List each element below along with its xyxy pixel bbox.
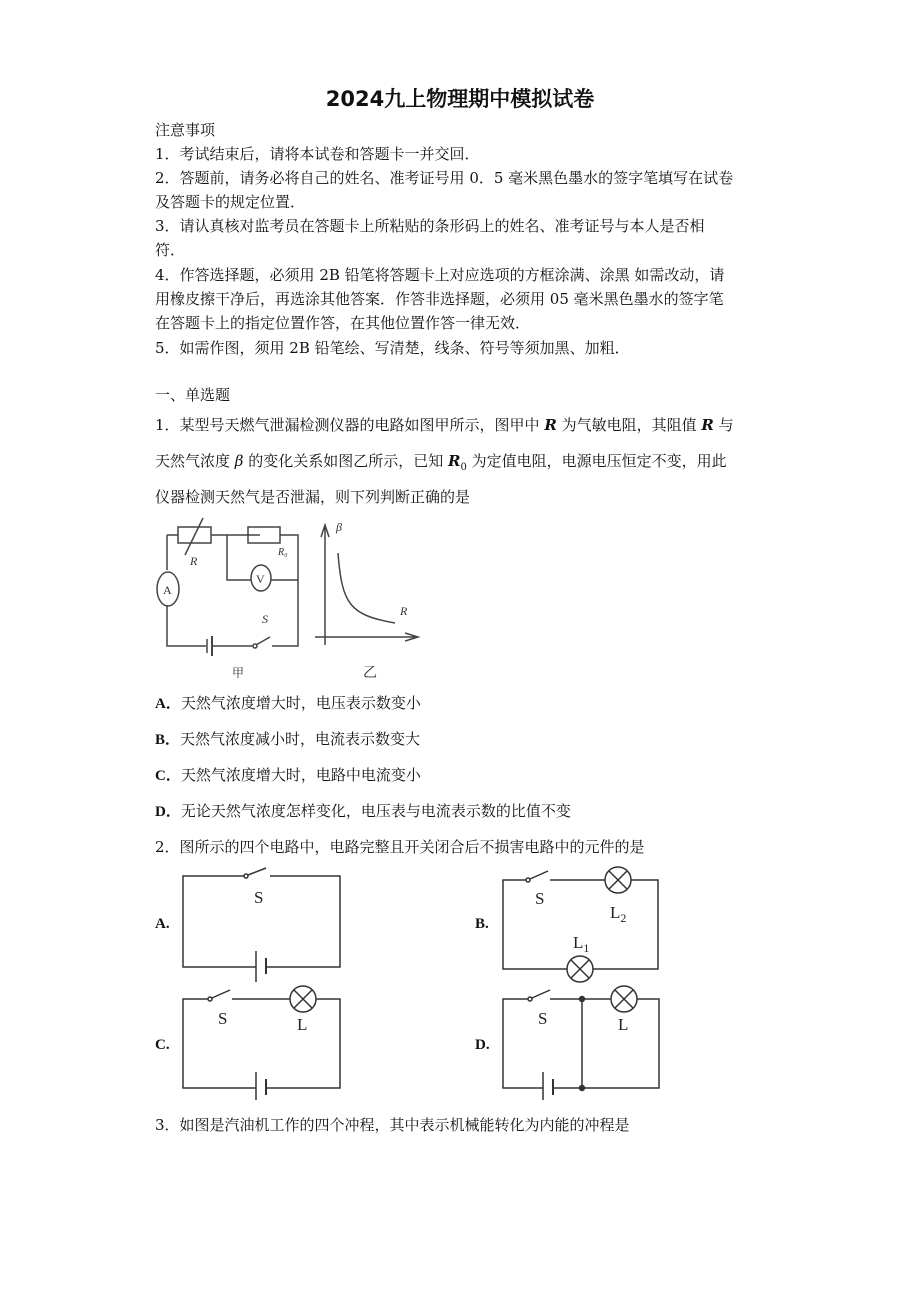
beta-axis-label: β [336, 520, 342, 534]
q2-option-b-label: B. [475, 916, 489, 932]
q1-figure [150, 515, 440, 685]
notice-heading: 注意事项 [155, 121, 216, 139]
notice-line: 5．如需作图，须用 2B 铅笔绘、写清楚，线条、符号等须加黑、加粗． [155, 339, 630, 357]
q1-stem-line1: 1．某型号天燃气泄漏检测仪器的电路如图甲所示，图甲中 R 为气敏电阻，其阻值 R 与 [155, 416, 734, 434]
q2-option-a-label: A. [155, 916, 170, 932]
lamp-l-label: L [297, 1015, 308, 1034]
switch-s-label: S [535, 889, 545, 908]
switch-label: S [262, 612, 268, 626]
resistor-r-label: R [190, 554, 198, 568]
ammeter-label: A [163, 583, 172, 597]
q2-option-d-label: D. [475, 1037, 490, 1053]
lamp-l1-label: $L_1$ [573, 933, 590, 955]
notice-line: 4．作答选择题，必须用 2B 铅笔将答题卡上对应选项的方框涂满、涂黑 如需改动，请 [155, 266, 725, 284]
q2-circuits [150, 860, 670, 1100]
notice-line: 1．考试结束后，请将本试卷和答题卡一并交回． [155, 145, 480, 163]
notice-line: 符． [155, 241, 186, 259]
resistor-r0-label: R₀ [278, 547, 288, 558]
q3-stem: 3．如图是汽油机工作的四个冲程，其中表示机械能转化为内能的冲程是 [155, 1116, 630, 1134]
notice-line: 3．请认真核对监考员在答题卡上所粘贴的条形码上的姓名、准考证号与本人是否相 [155, 217, 705, 235]
switch-s-label: S [218, 1009, 228, 1028]
q2-stem: 2．图所示的四个电路中，电路完整且开关闭合后不损害电路中的元件的是 [155, 838, 645, 856]
notice-line: 在答题卡上的指定位置作答，在其他位置作答一律无效． [155, 314, 531, 332]
q1-option-c: C．天然气浓度增大时，电路中电流变小 [155, 766, 421, 784]
lamp-l-label: L [618, 1015, 629, 1034]
q1-stem-line2: 天然气浓度 β 的变化关系如图乙所示，已知 $R_0$ 为定值电阻，电源电压恒定不变，用此 [155, 452, 727, 473]
voltmeter-label: V [256, 572, 265, 586]
fig-yi-label: 乙 [363, 666, 377, 681]
q1-option-a: A．天然气浓度增大时，电压表示数变小 [155, 694, 421, 712]
q1-option-b: B．天然气浓度减小时，电流表示数变大 [155, 730, 421, 748]
notice-line: 用橡皮擦干净后，再选涂其他答案．作答非选择题，必须用 05 毫米黑色墨水的签字笔 [155, 290, 724, 308]
q1-option-d: D．无论天然气浓度怎样变化，电压表与电流表示数的比值不变 [155, 802, 571, 820]
lamp-l2-label: $L_2$ [610, 903, 627, 925]
r-axis-label: R [400, 604, 408, 618]
q1-stem-line3: 仪器检测天然气是否泄漏，则下列判断正确的是 [155, 488, 471, 506]
fig-jia-label: 甲 [232, 666, 245, 680]
notice-line: 及答题卡的规定位置． [155, 193, 306, 211]
switch-s-label: S [254, 888, 264, 907]
switch-s-label: S [538, 1009, 548, 1028]
page-title: 2024九上物理期中模拟试卷 [325, 87, 595, 111]
section-heading: 一、单选题 [155, 386, 231, 404]
notice-line: 2．答题前，请务必将自己的姓名、准考证号用 0．5 毫米黑色墨水的签字笔填写在试卷 [155, 169, 734, 187]
q2-option-c-label: C. [155, 1037, 170, 1053]
